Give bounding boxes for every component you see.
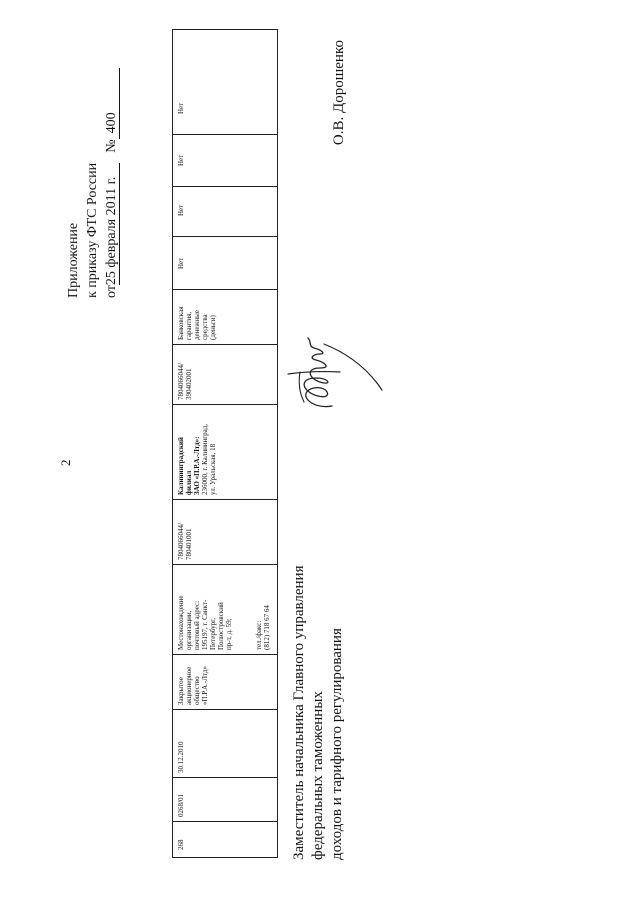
order-date-line	[102, 68, 121, 298]
cell-inn-kpp: 7804066044/ 780401001	[173, 500, 278, 565]
cell-guarantee-method: Банковская гарантия, денежные средства (деньги)	[173, 290, 278, 345]
cell-row-number: 268	[173, 822, 278, 858]
appendix-header	[64, 68, 121, 298]
address-text: Местонахождение организации, почтовый адрес: 195197, г. Санкт- Петербург, Полюстровский пр-т, д. 59;	[177, 595, 233, 650]
cell-flag-1: Нет	[173, 237, 278, 290]
order-number: 400	[104, 68, 120, 139]
branch-address: 236000, г. Калининград, ул. Уральская, 18	[201, 423, 217, 495]
cell-flag-2: Нет	[173, 187, 278, 237]
branch-name: Калининградский филиал ЗАО «П.Р.А.-Лтд»:	[177, 436, 201, 495]
cell-flag-3: Нет	[173, 135, 278, 187]
cell-organization-name: Закрытое акционерное общество «П.Р.А.-Лтд»	[173, 655, 278, 710]
signatory-position: Заместитель начальника Главного управления федеральных таможенных доходов и тарифного регулирования	[291, 565, 345, 860]
registry-table	[172, 29, 278, 858]
number-sign: №	[104, 139, 119, 153]
signature	[282, 330, 387, 412]
cell-branch	[173, 405, 278, 500]
appendix-title: Приложение	[66, 222, 81, 298]
cell-registration-number: 0268/01	[173, 778, 278, 822]
order-reference: к приказу ФТС России	[85, 162, 100, 298]
cell-flag-4: Нет	[173, 30, 278, 135]
address-block	[177, 569, 273, 650]
page-number: 2	[58, 459, 73, 466]
cell-branch-inn-kpp: 7804066044/ 390402001	[173, 345, 278, 405]
cell-address	[173, 565, 278, 655]
date-prefix: от	[104, 285, 119, 298]
cell-inclusion-date: 30.12.2010	[173, 710, 278, 778]
order-date: 25 февраля 2011 г.	[104, 163, 120, 285]
signatory-name: О.В. Дорошенко	[331, 40, 347, 146]
phone-text: тел./факс: (812) 718 67 64	[255, 605, 271, 650]
table-row	[173, 30, 278, 858]
